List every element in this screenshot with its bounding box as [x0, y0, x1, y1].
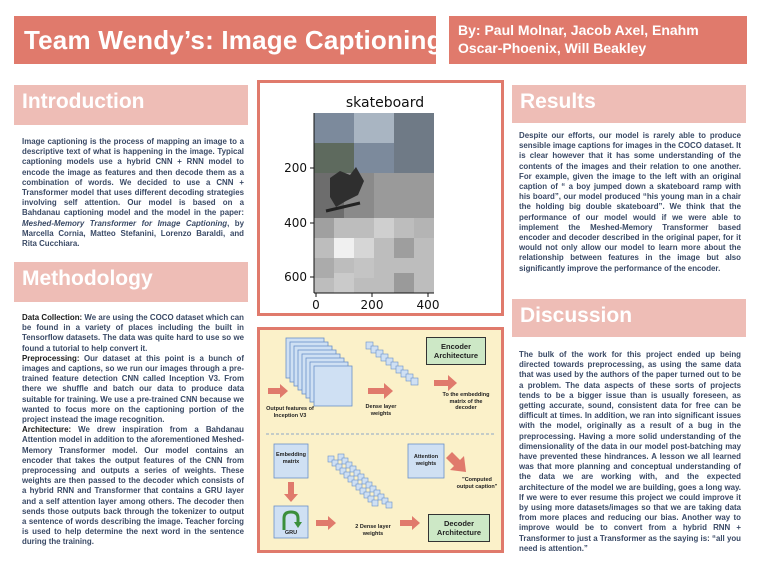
results-heading: Results — [520, 90, 596, 113]
grid-cell — [334, 273, 354, 293]
output-features-label: Output features of Inception V3 — [266, 406, 314, 419]
grid-cell — [374, 218, 394, 238]
grid-cell — [314, 218, 334, 238]
y-tick-label: 400 — [284, 216, 307, 230]
image-trees — [314, 143, 354, 173]
encoder-architecture-box — [426, 337, 486, 365]
introduction-text — [22, 137, 244, 249]
discussion-text — [519, 350, 741, 554]
grid-cell — [354, 258, 374, 278]
image-patch — [354, 113, 394, 143]
architecture-label: Architecture: — [22, 425, 72, 435]
preprocessing-label: Preprocessing: — [22, 353, 80, 363]
data-collection-label: Data Collection: — [22, 313, 83, 322]
methodology-text — [22, 313, 244, 548]
grid-cell — [334, 238, 354, 258]
arrow-icon — [368, 383, 393, 399]
y-tick-label: 600 — [284, 270, 307, 284]
architecture-text: We drew inspiration from a Bahdanau Attention model in addition to the aforementioned Meshed-Memory Transformer model. Our model contains an encoder that takes the output features of the CNN from preprocessing and outputs a series of weights. These weights are then passed to the decoder which consists of a hybrid RNN and Transformer that contains a GRU layer and a self attention layer among others. The decoder then sends those outputs back through the tokenizer to output a sentence of words describing the image. Teacher forcing is used to help determine the next word in the sentence during the training. — [22, 425, 244, 547]
arrow-icon — [446, 452, 466, 472]
embedding-matrix-label: Embedding matrix — [276, 452, 306, 465]
preprocessing-text: Our dataset at this point is a bunch of images and captions, so we run our images through a pre-trained feature detection CNN called Inception V3. From there we shuffle and batch our data to produce data suitable for training. We use a pre-trained CNN because we wanted to focus more on the captioning portion of the project instead the image recognition. — [22, 353, 244, 425]
decoder-architecture-box — [428, 514, 490, 542]
grid-cell — [394, 273, 414, 293]
dense-layer-chain — [366, 342, 418, 385]
to-embedding-label: To the embedding matrix of the decoder — [442, 392, 490, 411]
introduction-header — [14, 85, 248, 125]
arrow-icon — [400, 516, 420, 530]
grid-cell — [414, 218, 434, 238]
gru-label: GRU — [284, 530, 298, 536]
arrow-icon — [268, 384, 288, 398]
arrow-icon — [284, 482, 298, 502]
discussion-header — [512, 299, 746, 337]
dense-layer-chain-decoder — [328, 454, 392, 508]
authors: By: Paul Molnar, Jacob Axel, Enahm Oscar-Phoenix, Will Beakley — [458, 22, 699, 56]
figure-title: skateboard — [345, 95, 425, 111]
computed-caption-label: "Computed output caption" — [456, 477, 498, 490]
image-patch — [374, 173, 434, 218]
grid-cell — [394, 238, 414, 258]
encoder-architecture-label: Encoder Architecture — [433, 342, 479, 360]
image-patch — [394, 113, 434, 173]
x-tick-label: 400 — [416, 298, 440, 312]
poster-title: Team Wendy’s: Image Captioning — [24, 25, 443, 55]
skateboard-figure — [257, 80, 504, 316]
intro-paper-title: Meshed-Memory Transformer for Image Captioning — [22, 218, 228, 228]
attention-weights-label: Attention weights — [413, 454, 439, 467]
results-body: Despite our efforts, our model is rarely able to produce sensible image captions for images in the COCO dataset. It is clear however that it has some understanding of the contents of the images and their relation to one another. For example, given the image to the left with an original caption of “ a boy jumped down a skateboard ramp with his board”, our model produced “his young man in a chair the holding big double skateboard”. We think that the performance of our model would if we were able to implement the Meshed-Memory Transformer based encoder and decoder described in the original paper, for it would not only allow our model to learn more about the relationship between features in the image but also significantly improve the performance of the encoder. — [519, 131, 741, 273]
grid-cell — [354, 238, 374, 258]
authors-banner — [449, 16, 747, 64]
dense-layer-label: Dense layer weights — [365, 404, 397, 417]
discussion-heading: Discussion — [520, 304, 633, 327]
data-collection-text: We are using the COCO dataset which can be found in a variety of places including the built in Tensorflow datasets. The data was quite hard to use so we found a tutorial to help convert it. — [22, 313, 245, 353]
results-text — [519, 131, 741, 274]
two-dense-label: 2 Dense layer weights — [355, 524, 391, 537]
methodology-header — [14, 262, 248, 302]
results-header — [512, 85, 746, 123]
skateboard-plot — [260, 83, 501, 313]
methodology-heading: Methodology — [22, 267, 153, 290]
arrow-icon — [316, 516, 336, 530]
discussion-body: The bulk of the work for this project ended up being directed towards preprocessing, as using the same data that was used by the authors of the paper turned out to be a problem. The data aspects of these sorts of projects tends to be a bigger issue than is usually foreseen, as getting accurate, sound, consistent data for free can be difficult at times. In addition, we ran into significant issues with the model, originally as a result of a bug in the preprocessing. Having a more solid understanding of the dimensionality of the data in our model post-batching may have prevented these hindrances. A lesson we all learned was that more planning and conceptual understanding of the data we are working with, and the expected architecture of the model we are building, goes a long way. If we were to ever resume this project we could improve it by using more datasets/images so that we are taking data from more places and reducing our bias. Another way to improve would be to convert from a hybrid RNN + Transformer to just a Transformer as the saying is: “all you need is attention.” — [519, 350, 741, 553]
grid-cell — [314, 258, 334, 278]
feature-maps-stack — [286, 338, 352, 406]
architecture-diagram — [257, 327, 504, 553]
decoder-architecture-label: Decoder Architecture — [436, 519, 482, 537]
intro-authors: , by Marcella Cornia, Matteo Stefanini, Lorenzo Baraldi, and Rita Cucchiara. — [22, 218, 244, 249]
x-tick-label: 200 — [360, 298, 384, 312]
intro-body: Image captioning is the process of mapping an image to a descriptive text of what is happening in the image. Typical captioning models use a hybrid CNN + RNN model to encode the image as features and then decode them as a combination of words. We decided to use a CNN + Transformer model that uses different decoding strategies involving self attention. Our model is based on a Bahdanau captioning model and the model in the paper: — [22, 137, 244, 218]
introduction-heading: Introduction — [22, 90, 145, 113]
arrow-icon — [434, 375, 457, 391]
x-tick-label: 0 — [312, 298, 320, 312]
title-banner — [14, 16, 443, 64]
y-tick-label: 200 — [284, 161, 307, 175]
